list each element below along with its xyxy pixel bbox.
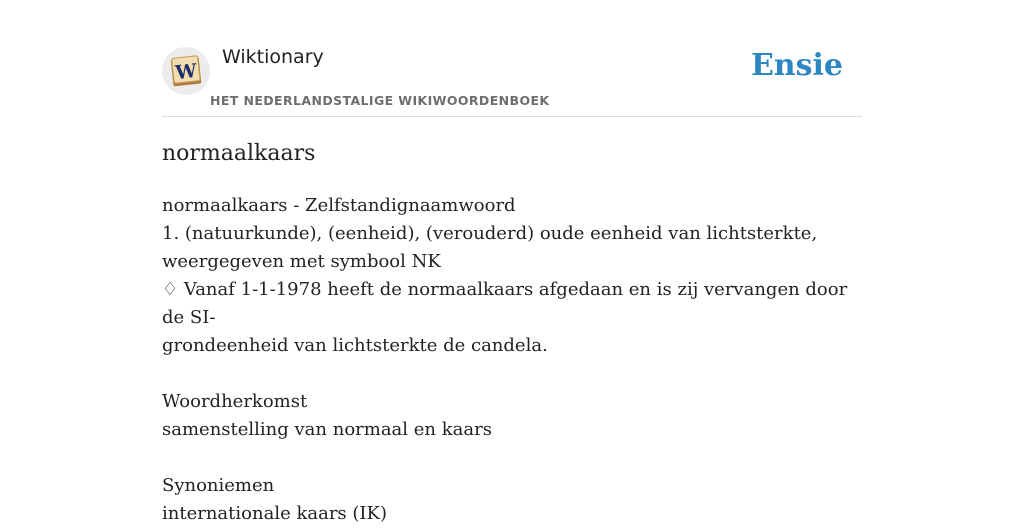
site-tagline: HET NEDERLANDSTALIGE WIKIWOORDENBOEK [210,93,550,108]
entry-content [162,138,862,528]
definition-line-1: 1. (natuurkunde), (eenheid), (verouderd) oude eenheid van lichtsterkte, [162,223,818,244]
ensie-brand-link[interactable]: Ensie [750,48,843,83]
synonyms-text: internationale kaars (IK) [162,503,387,524]
part-of-speech-line: normaalkaars - Zelfstandignaamwoord [162,195,516,216]
spacer [162,360,862,388]
synonyms-heading: Synoniemen [162,475,275,496]
logo-letter: W [174,59,198,85]
header [162,44,862,117]
entry-title: normaalkaars [162,141,316,166]
wiktionary-logo-icon[interactable] [162,47,210,95]
definition-line-2: weergegeven met symbool NK [162,251,441,272]
site-name[interactable]: Wiktionary [222,46,324,68]
etymology-heading: Woordherkomst [162,391,308,412]
example-line-1: ♢ Vanaf 1-1-1978 heeft de normaalkaars afgedaan en is zij vervangen door de SI- [162,279,848,328]
etymology-text: samenstelling van normaal en kaars [162,419,492,440]
logo-tile-graphic [168,53,204,89]
spacer [162,444,862,472]
example-line-2: grondeenheid van lichtsterkte de candela. [162,335,548,356]
